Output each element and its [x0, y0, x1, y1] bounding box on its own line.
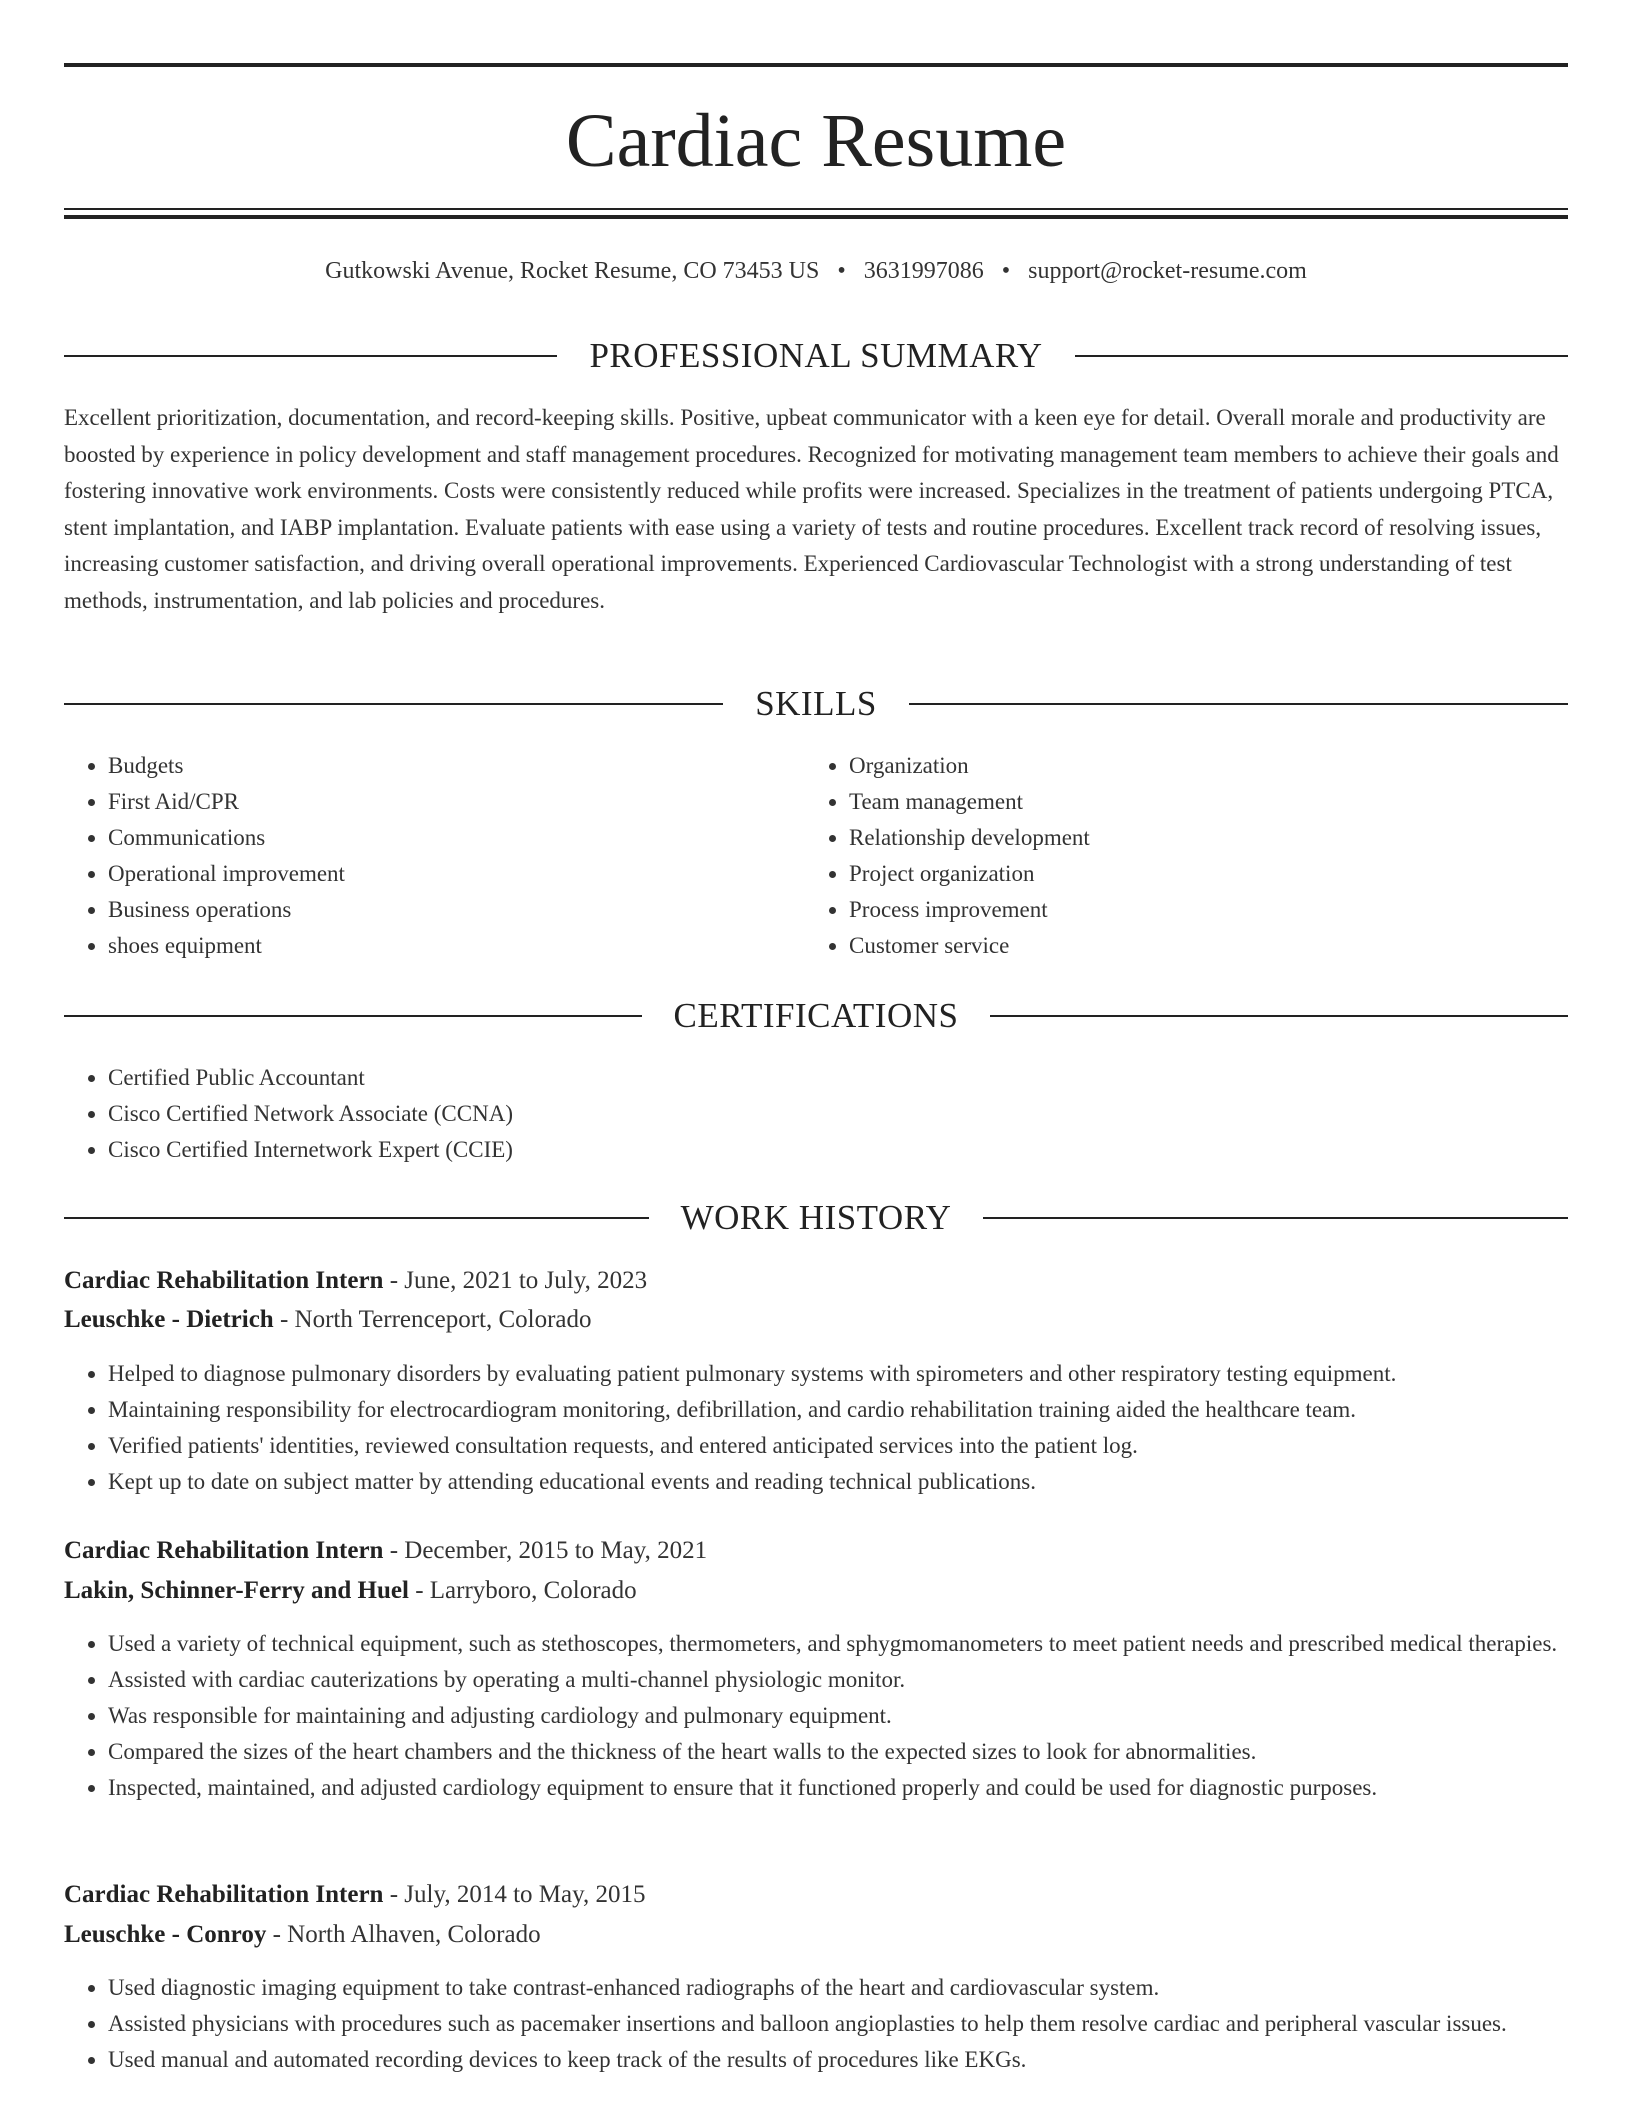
job-bullets: [64, 1970, 1568, 2078]
job-company-line: [64, 1916, 1568, 1954]
job-company-line: [64, 1572, 1568, 1610]
skills-list-left: [64, 748, 804, 964]
section-divider: [64, 703, 723, 705]
resume-name: Cardiac Resume: [565, 99, 1067, 183]
job-bullet: • Inspected, maintained, and adjusted cardiology equipment to ensure that it functioned properly and could be used for diagnostic purposes.: [108, 1770, 1568, 1806]
section-divider: [64, 1217, 649, 1219]
certifications-heading: CERTIFICATIONS: [673, 996, 959, 1035]
job-bullet: • Assisted with cardiac cauterizations by operating a multi-channel physiologic monitor.: [108, 1662, 1568, 1698]
section-divider: [990, 1015, 1568, 1017]
job-bullets-block: [64, 1626, 1568, 1806]
skill-item: • Business operations: [108, 892, 804, 928]
job-company: Lakin, Schinner-Ferry and Huel: [64, 1577, 409, 1604]
skill-item: • Operational improvement: [108, 856, 804, 892]
skill-item: • First Aid/CPR: [108, 784, 804, 820]
skills-section-header: [64, 682, 1568, 726]
skills-heading: SKILLS: [755, 684, 877, 723]
job-company: Leuschke - Conroy: [64, 1921, 267, 1948]
certifications-section-header: [64, 994, 1568, 1038]
job-company-line: [64, 1301, 1568, 1339]
section-divider: [1075, 355, 1568, 357]
section-divider: [64, 1015, 642, 1017]
skill-item: • Customer service: [849, 928, 1545, 964]
job-bullet: • Used a variety of technical equipment, such as stethoscopes, thermometers, and sphygmomanometers to meet patient needs and prescribed medical therapies.: [108, 1626, 1568, 1662]
skills-column-right: [805, 748, 1545, 964]
job-location: - Larryboro, Colorado: [408, 1577, 637, 1604]
job-title: Cardiac Rehabilitation Intern: [64, 1881, 384, 1908]
section-divider: [983, 1217, 1568, 1219]
job-bullets-block: [64, 1356, 1568, 1500]
skill-item: • Process improvement: [849, 892, 1545, 928]
summary-text: Excellent prioritization, documentation, and record-keeping skills. Positive, upbeat communicator with a keen eye for detail. Overall morale and productivity are boosted by experience in policy development and staff management procedures. Recognized for motivating management team members to achieve their goals and fostering innovative work environments. Costs were consistently reduced while profits were increased. Specializes in the treatment of patients undergoing PTCA, stent implantation, and IABP implantation. Evaluate patients with ease using a variety of tests and routine procedures. Excellent track record of resolving issues, increasing customer satisfaction, and driving overall operational improvements. Experienced Cardiovascular Technologist with a strong understanding of test methods, instrumentation, and lab policies and procedures.: [64, 405, 1559, 613]
job-title: Cardiac Rehabilitation Intern: [64, 1537, 384, 1564]
contact-separator: •: [837, 258, 846, 284]
job-bullet: • Used diagnostic imaging equipment to take contrast-enhanced radiographs of the heart and cardiovascular system.: [108, 1970, 1568, 2006]
summary-heading: PROFESSIONAL SUMMARY: [589, 336, 1043, 375]
job-bullet: • Maintaining responsibility for electrocardiogram monitoring, defibrillation, and cardio rehabilitation training aided the healthcare team.: [108, 1392, 1568, 1428]
certifications-list: [64, 1060, 1568, 1168]
job-company: Leuschke - Dietrich: [64, 1306, 274, 1333]
job-bullet: • Helped to diagnose pulmonary disorders by evaluating patient pulmonary systems with spirometers and other respiratory testing equipment.: [108, 1356, 1568, 1392]
contact-separator: •: [1001, 258, 1011, 284]
header-rule-2: [64, 215, 1568, 219]
section-divider: [64, 355, 557, 357]
job-title-line: [64, 1876, 1568, 1914]
skill-item: • Budgets: [108, 748, 804, 784]
certification-item: • Certified Public Accountant: [108, 1060, 1568, 1096]
skill-item: • Team management: [849, 784, 1545, 820]
header-rule-1: [64, 208, 1568, 210]
contact-address: Gutkowski Avenue, Rocket Resume, CO 73453 US: [325, 258, 820, 284]
certification-item: • Cisco Certified Network Associate (CCNA): [108, 1096, 1568, 1132]
skill-item: • shoes equipment: [108, 928, 804, 964]
job-bullet: • Verified patients' identities, reviewed consultation requests, and entered anticipated services into the patient log.: [108, 1428, 1568, 1464]
summary-section-header: [64, 334, 1568, 378]
contact-email: support@rocket-resume.com: [1028, 258, 1307, 284]
job-location: - North Alhaven, Colorado: [266, 1921, 541, 1948]
skills-list-right: [805, 748, 1545, 964]
job-bullets: [64, 1626, 1568, 1806]
job-dates: - July, 2014 to May, 2015: [383, 1881, 646, 1908]
job-bullet: • Assisted physicians with procedures such as pacemaker insertions and balloon angioplasties to help them resolve cardiac and peripheral vascular issues.: [108, 2006, 1568, 2042]
skill-item: • Communications: [108, 820, 804, 856]
skill-item: • Project organization: [849, 856, 1545, 892]
job-bullets-block: [64, 1970, 1568, 2078]
job-bullet: • Used manual and automated recording devices to keep track of the results of procedures like EKGs.: [108, 2042, 1568, 2078]
work-section-header: [64, 1196, 1568, 1240]
header-top-rule: [64, 63, 1568, 67]
job-bullet: • Kept up to date on subject matter by attending educational events and reading technical publications.: [108, 1464, 1568, 1500]
skill-item: • Organization: [849, 748, 1545, 784]
job-bullet: • Compared the sizes of the heart chambers and the thickness of the heart walls to the expected sizes to look for abnormalities.: [108, 1734, 1568, 1770]
job-bullet: • Was responsible for maintaining and adjusting cardiology and pulmonary equipment.: [108, 1698, 1568, 1734]
job-title-line: [64, 1262, 1568, 1300]
job-dates: - June, 2021 to July, 2023: [383, 1267, 648, 1294]
skill-item: • Relationship development: [849, 820, 1545, 856]
job-title: Cardiac Rehabilitation Intern: [64, 1267, 384, 1294]
job-bullets: [64, 1356, 1568, 1500]
section-divider: [909, 703, 1568, 705]
job-location: - North Terrenceport, Colorado: [273, 1306, 592, 1333]
certification-item: • Cisco Certified Internetwork Expert (CCIE): [108, 1132, 1568, 1168]
certifications-block: [64, 1060, 1568, 1168]
work-heading: WORK HISTORY: [680, 1198, 952, 1237]
skills-column-left: [64, 748, 804, 964]
contact-phone: 3631997086: [863, 258, 984, 284]
contact-line: [64, 254, 1568, 288]
job-title-line: [64, 1532, 1568, 1570]
job-dates: - December, 2015 to May, 2021: [383, 1537, 708, 1564]
